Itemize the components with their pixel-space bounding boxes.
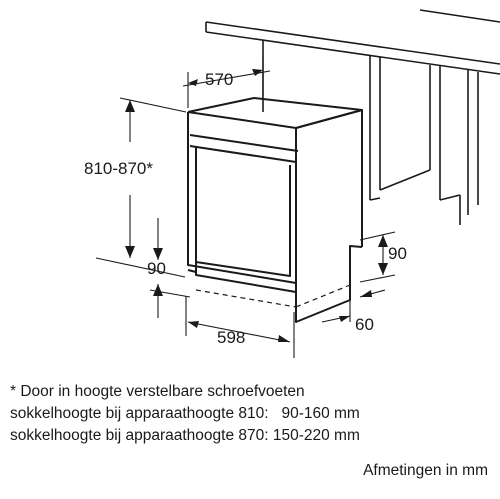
plinth-depth-label: 60 <box>355 315 374 334</box>
cabinet-outline <box>206 10 500 225</box>
depth-dimension-label: 570 <box>205 70 234 89</box>
dimension-lines <box>96 58 395 358</box>
plinth-height-label: 90 <box>388 244 407 263</box>
plinth-height-810-note: sokkelhoogte bij apparaathoogte 810: 90-160 mm <box>10 405 360 422</box>
adjustable-feet-note: * Door in hoogte verstelbare schroefvoeten <box>10 383 305 400</box>
dishwasher-body <box>188 98 362 322</box>
plinth-height-870-note: sokkelhoogte bij apparaathoogte 870: 150-220 mm <box>10 427 360 444</box>
toe-kick-height-label: 90 <box>147 259 166 278</box>
width-dimension-label: 598 <box>217 328 246 347</box>
units-caption: Afmetingen in mm <box>363 462 488 479</box>
height-dimension-label: 810-870* <box>84 159 154 178</box>
